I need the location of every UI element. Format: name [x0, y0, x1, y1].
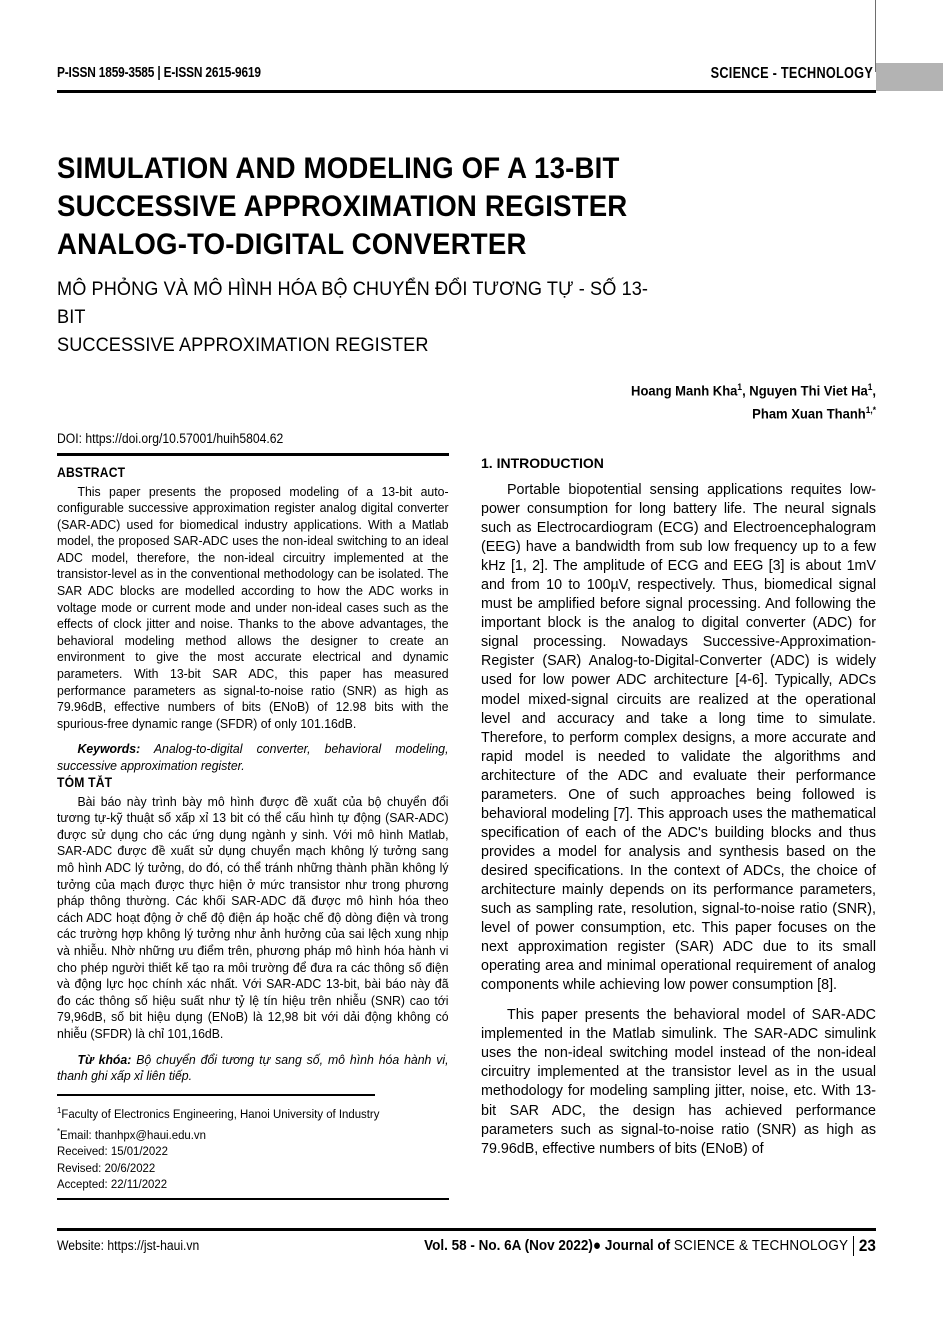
tomtat-heading: TÓM TẮT — [57, 774, 113, 790]
abstract-heading: ABSTRACT — [57, 464, 126, 480]
tomtat-body: Bài báo này trình bày mô hình được đề xuất của bộ chuyển đổi tương tự-kỹ thuật số xấp xỉ 13 bit có thể cấu hình tự động (SAR-ADC) được sử dụng cho các ứng dụng ngành y sinh. Với mô hình Matlab, SAR-ADC được đề xuất sử dụng chuyển mạch không lý tưởng sang mô hình ADC lý tưởng, do đó, có thể tránh những thành phần không lý tưởng của mạch được thực hiện ở mức transistor như trong phương pháp thông thường. Các khối SAR-ADC đã được mô hình hóa theo cách ADC hoạt động ở chế độ điện áp hoặc chế độ dòng điện và trong các trường hợp không lý tưởng như ảnh hưởng của sai lệch xung nhịp và nhiễu. Nhờ những ưu điểm trên, phương pháp mô hình hóa hành vi cho phép người thiết kế tạo ra môi trường để đưa ra các thông số điện và động lực học chính xác nhất. Với SAR-ADC 13-bit, bài báo này đã đo các thông số hiệu suất như tỷ lệ tín hiệu trên nhiễu (SNR) cao tới 79,96dB, số bit hiệu dụng (ENoB) là 12,98 bit với dải động không có nhiễu (SFDR) là chỉ 101,16dB. — [57, 793, 449, 1041]
author-1-sup: 1 — [737, 382, 743, 392]
section-label: SCIENCE - TECHNOLOGY — [710, 65, 873, 82]
footnote-rule-top — [57, 1094, 375, 1096]
tukhoa-label: Từ khóa: — [77, 1051, 132, 1067]
title-line-1: SIMULATION AND MODELING OF A 13-BIT — [57, 152, 620, 185]
footer-separator — [853, 1236, 854, 1256]
doi-line[interactable]: DOI: https://doi.org/10.57001/huih5804.62 — [57, 431, 284, 446]
introduction-paragraph-2: This paper presents the behavioral model of SAR-ADC implemented in the Matlab simulink. The SAR-ADC simulink uses the non-ideal switching model instead of the non-ideal circuitry implemented at the transistor level as in the usual methodology for modeling sampling jitter, noise, etc. With 13-bit SAR ADC, the design has achieved performance parameters such as signal-to-noise ratio (SNR) as high as 79.96dB, effective numbers of bits (ENoB) of — [481, 1007, 876, 1157]
left-column — [57, 430, 449, 1200]
keywords-label: Keywords: — [77, 741, 141, 757]
footnote-rule-bottom — [57, 1198, 449, 1201]
author-3: Pham Xuan Thanh — [752, 405, 866, 422]
title-line-3: ANALOG-TO-DIGITAL CONVERTER — [57, 228, 527, 261]
author-3-sup: 1,* — [865, 404, 876, 415]
footnote-affiliation — [57, 1102, 418, 1123]
footnote-email[interactable] — [57, 1123, 418, 1144]
footer-volume: Vol. 58 - No. 6A (Nov 2022) — [423, 1237, 593, 1254]
author-line-2 — [485, 401, 876, 424]
title-line-2: SUCCESSIVE APPROXIMATION REGISTER — [57, 190, 628, 223]
footnote-revised: Revised: 20/6/2022 — [57, 1160, 156, 1175]
page-title — [57, 150, 646, 264]
masthead — [57, 62, 875, 92]
abstract-keywords — [57, 741, 449, 774]
subtitle-line-2: SUCCESSIVE APPROXIMATION REGISTER — [57, 334, 429, 356]
subtitle-vietnamese — [57, 275, 652, 359]
email-text: Email: thanhpx@haui.edu.vn — [60, 1127, 206, 1142]
footer-journal-prefix: Journal of — [600, 1237, 674, 1254]
header-gray-block — [876, 63, 943, 91]
tukhoa-text: Bộ chuyển đổi tương tự sang số, mô hình hóa hành vi, thanh ghi xấp xỉ liên tiếp. — [57, 1051, 449, 1084]
footer-citation — [424, 1237, 848, 1254]
title-block — [57, 150, 697, 359]
introduction-paragraph-1: Portable biopotential sensing applications requites low-power consumption for long battery life. The neural signals such as Electrocardiogram (ECG) and Electroencephalogram (EEG) have a bandwidth from sub low frequency up to a few kHz [1, 2]. The amplitude of ECG and EEG [3] is about 1mV and from 10 to 100µV, respectively. Thus, biomedical signal must be amplified before signal processing. And following the important block is the analog to digital converter (ADC) for signal processing. Nowadays Successive-Approximation-Register (SAR) Analog-to-Digital-Converter (ADC) is widely used for low power ADC architecture [4-6]. Typically, ADCs model mixed-signal circuits are realized at the operational level and accuracy and take a long time to simulate. Therefore, to perform complex designs, a more accurate and rapid model is needed to validate the algorithms and architecture of the ADC and evaluate their performance parameters. One of such approaches being followed is behavioral modeling [7]. This approach uses the mathematical specification of each of the ADC's building blocks and thus provides a model for analysis and synthesis based on the desired specifications. In the context of ADCs, the choice of architecture mainly depends on its performance parameters, such as sampling rate, resolution, signal-to-noise ratio (SNR), level of power consumption, etc. This paper focuses on the next approximation register (SAR) ADC due to its small operating area and minimal operational requirement of analog components while achieving low power consumption [8]. — [481, 482, 876, 994]
author-2-sup: 1 — [867, 382, 873, 392]
right-column — [481, 455, 876, 1159]
author-2: , Nguyen Thi Viet Ha — [742, 382, 868, 399]
footer-website[interactable]: Website: https://jst-haui.vn — [57, 1238, 200, 1253]
page-number: 23 — [858, 1236, 876, 1255]
masthead-rule — [57, 90, 876, 93]
tomtat-keywords — [57, 1052, 449, 1085]
affiliation-sup: 1 — [57, 1104, 62, 1115]
page-footer — [57, 1236, 876, 1258]
footer-journal-name: SCIENCE & TECHNOLOGY — [673, 1237, 848, 1254]
page-edge-line — [875, 0, 876, 72]
footer-rule — [57, 1228, 876, 1231]
author-1: Hoang Manh Kha — [631, 382, 738, 399]
abstract-body: This paper presents the proposed modeling of a 13-bit auto-configurable successive approximation register analog digital converter (SAR-ADC) used for biomedical industry applications. With a Matlab model, the proposed SAR-ADC uses the non-ideal switching to an ideal ADC model, therefore, the non-ideal circuitry implemented at the transistor-level as in the conventional methodology can be isolated. The SAR ADC blocks are modelled according to how the ADC works in voltage mode or current mode and under non-ideal cases such as the effects of clock jitter and noise. Thanks to the above advantages, the behavioral modeling method allows the designer to create an environment to give the most accurate electrical and dynamic parameters. With 13-bit SAR ADC, this paper has measured performance parameters as signal-to-noise ratio (SNR) as high as 79.96dB, effective numbers of bits (ENoB) of 12.98 bits with the spurious-free dynamic range (SFDR) of only 101.16dB. — [57, 483, 449, 731]
keywords-text: Analog-to-digital converter, behavioral modeling, successive approximation register. — [57, 741, 449, 773]
doi-rule — [57, 453, 449, 456]
affiliation-text: Faculty of Electronics Engineering, Hanoi University of Industry — [61, 1107, 380, 1121]
subtitle-line-1: MÔ PHỎNG VÀ MÔ HÌNH HÓA BỘ CHUYỂN ĐỔI TƯƠNG TỰ - SỐ 13-BIT — [57, 278, 649, 328]
author-list — [485, 378, 876, 423]
email-sup: * — [57, 1125, 61, 1136]
author-line-1-end: , — [872, 382, 876, 399]
footer-bullet: ● — [592, 1237, 601, 1254]
introduction-heading: 1. INTRODUCTION — [481, 455, 604, 471]
author-line-1 — [485, 378, 876, 401]
issn-text: P-ISSN 1859-3585 | E-ISSN 2615-9619 — [57, 65, 261, 81]
footnote-received: Received: 15/01/2022 — [57, 1144, 168, 1159]
footnote-accepted: Accepted: 22/11/2022 — [57, 1177, 168, 1192]
